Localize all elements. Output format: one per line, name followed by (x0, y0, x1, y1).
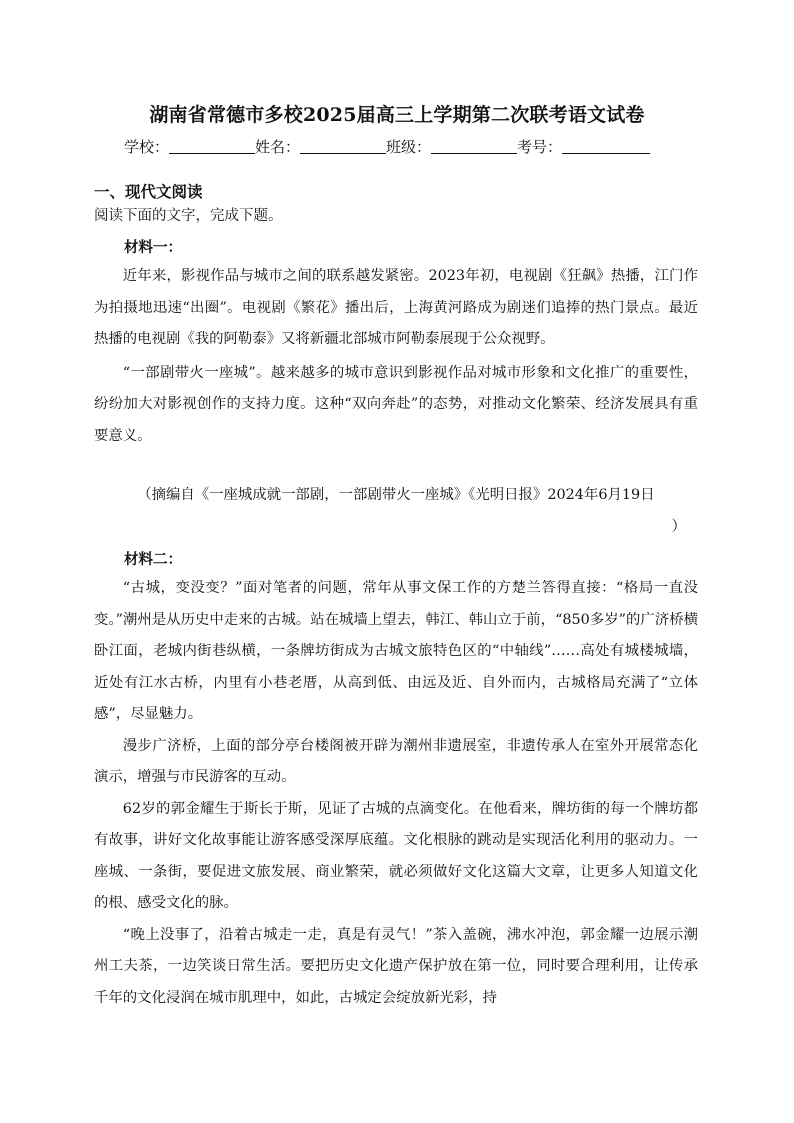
exam-number-blank (562, 139, 650, 154)
material-one-source (94, 480, 698, 543)
material-one-body (94, 261, 698, 452)
name-label: 姓名： (255, 138, 301, 156)
material-one-paragraph: 近年来，影视作品与城市之间的联系越发紧密。2023年初，电视剧《狂飙》热播，江门作为拍摄地迅速“出圈”。电视剧《繁花》播出后，上海黄河路成为剧迷们追捧的热门景点。最近热播的电视剧《我的阿勒泰》又将新疆北部城市阿勒泰展现于公众视野。 (94, 268, 698, 347)
source-citation: （摘编自《一座城成就一部剧，一部剧带火一座城》《光明日报》2024年6月19日 (137, 487, 655, 503)
class-label: 班级： (386, 138, 432, 156)
student-info-row (124, 136, 650, 157)
class-blank (431, 139, 517, 154)
material-two-heading: 材料二： (124, 552, 182, 568)
material-two-paragraph: 漫步广济桥，上面的部分亭台楼阁被开辟为潮州非遗展室，非遗传承人在室外开展常态化演示，增强与市民游客的互动。 (94, 737, 698, 785)
section-instruction: 阅读下面的文字，完成下题。 (94, 208, 283, 224)
material-two-paragraph: “晚上没事了，沿着古城走一走，真是有灵气！”茶入盖碗，沸水冲泡，郭金耀一边展示潮州工夫茶，一边笑谈日常生活。要把历史文化遗产保护放在第一位，同时要合理利用，让传承千年的文化浸润在城市肌理中，如此，古城定会绽放新光彩，持 (94, 926, 698, 1006)
material-two-body (94, 573, 698, 1014)
material-one-heading: 材料一： (124, 240, 182, 256)
name-blank (300, 139, 386, 154)
exam-number-label: 考号： (517, 138, 563, 156)
school-blank (169, 139, 255, 154)
exam-title: 湖南省常德市多校2025届高三上学期第二次联考语文试卷 (149, 104, 645, 126)
source-citation-end: ） (671, 518, 686, 535)
material-two-paragraph: 62岁的郭金耀生于斯长于斯，见证了古城的点滴变化。在他看来，牌坊街的每一个牌坊都有故事，讲好文化故事能让游客感受深厚底蕴。文化根脉的跳动是实现活化利用的驱动力。一座城、一条街，要促进文旅发展、商业繁荣，就必须做好文化这篇大文章，让更多人知道文化的根、感受文化的脉。 (94, 800, 698, 911)
school-label: 学校： (124, 138, 170, 156)
section-heading: 一、现代文阅读 (94, 183, 203, 201)
material-two-paragraph: “古城，变没变？”面对笔者的问题，常年从事文保工作的方楚兰答得直接：“格局一直没变。”潮州是从历史中走来的古城。站在城墙上望去，韩江、韩山立于前，“850多岁”的广济桥横卧江面，老城内街巷纵横，一条牌坊街成为古城文旅特色区的“中轴线”……高处有城楼城墙，近处有江水古桥，内里有小巷老厝，从高到低、由远及近、自外而内，古城格局充满了“立体感”，尽显魅力。 (94, 580, 698, 722)
material-one-paragraph: “一部剧带火一座城”。越来越多的城市意识到影视作品对城市形象和文化推广的重要性，纷纷加大对影视创作的支持力度。这种“双向奔赴”的态势，对推动文化繁荣、经济发展具有重要意义。 (94, 364, 698, 444)
